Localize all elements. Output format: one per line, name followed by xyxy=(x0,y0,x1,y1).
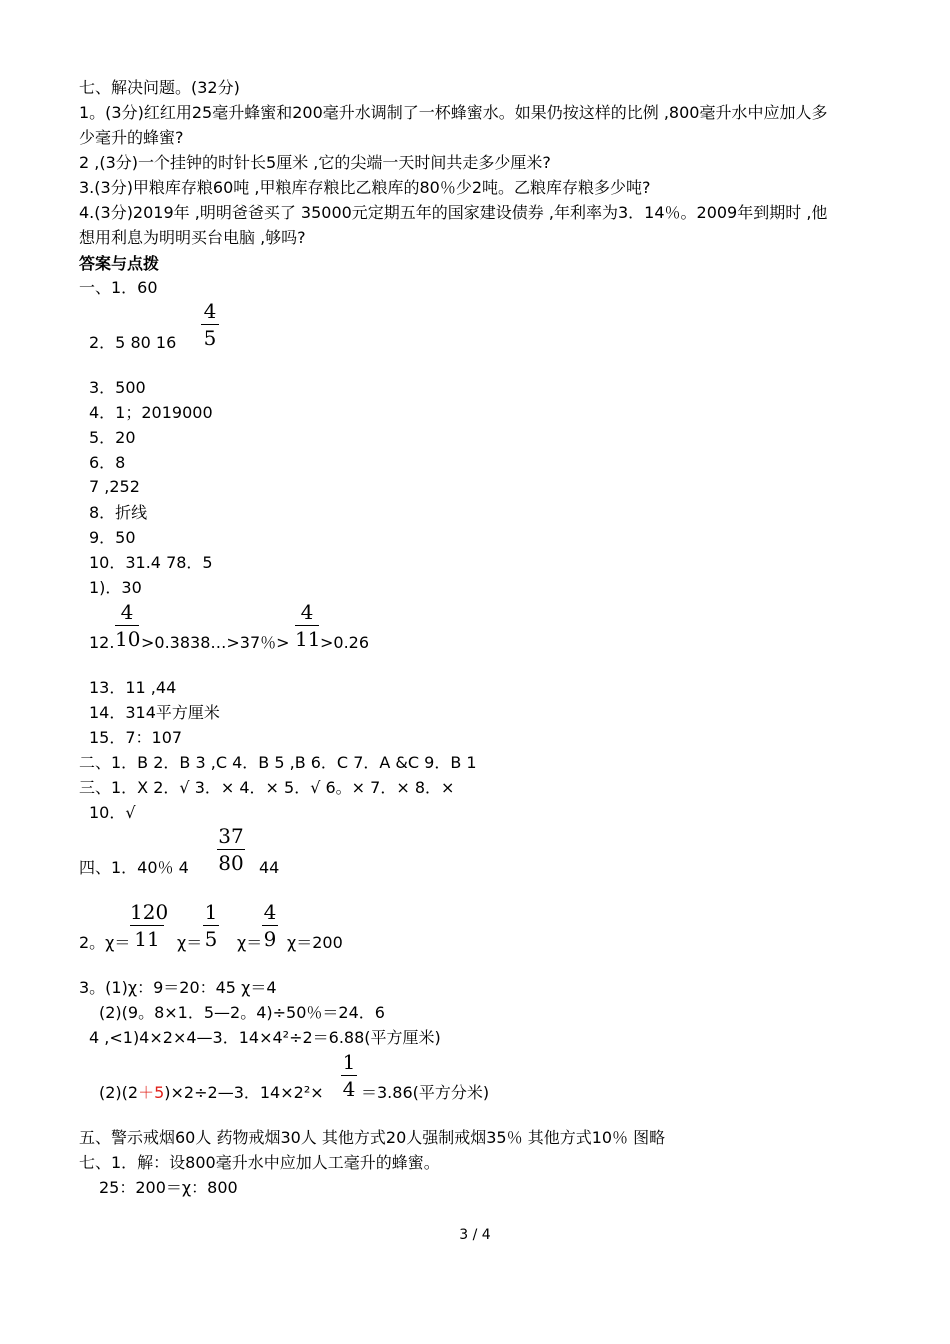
fraction xyxy=(295,600,319,651)
answer-3-line2: 10．√ xyxy=(89,803,136,822)
answer-1-14: 14．314平方厘米 xyxy=(89,703,220,722)
denominator: 4 xyxy=(342,1077,356,1101)
denominator: 11 xyxy=(295,627,321,651)
answer-1-11: 1)．30 xyxy=(89,578,142,597)
highlighted-correction: ＋5 xyxy=(138,1083,165,1102)
question-1-line1: 1。(3分)红红用25毫升蜂蜜和200毫升水调制了一杯蜂蜜水。如果仍按这样的比例 ,800毫升水中应加人多 xyxy=(79,103,828,122)
answer-1-9: 9．50 xyxy=(89,528,136,547)
answers-title: 答案与点拨 xyxy=(79,254,160,273)
section7-title: 七、解决问题。(32分) xyxy=(79,78,240,97)
answer-4-4-mid: )×2÷2—3．14×2²× xyxy=(164,1083,324,1102)
numerator: 4 xyxy=(263,900,277,924)
answer-4-4-line1: 4 ,<1)4×2×4—3．14×4²÷2＝6.88(平方厘米) xyxy=(89,1028,441,1047)
answer-5: 五、警示戒烟60人 药物戒烟30人 其他方式20人强制戒烟35％ 其他方式10％ 图略 xyxy=(79,1128,666,1147)
numerator: 37 xyxy=(218,824,244,848)
denominator: 9 xyxy=(263,927,277,951)
question-1-line2: 少毫升的蜂蜜? xyxy=(79,128,184,147)
answer-4-2-prefix: 2。χ＝ xyxy=(79,933,131,952)
numerator: 1 xyxy=(342,1050,356,1074)
denominator: 11 xyxy=(134,927,160,951)
answer-1-10: 10．31.4 78．5 xyxy=(89,553,213,572)
answer-4-1-text: 四、1．40％ 4 xyxy=(79,858,189,877)
denominator: 5 xyxy=(203,326,217,350)
numerator: 120 xyxy=(130,900,169,924)
numerator: 4 xyxy=(203,299,217,323)
denominator: 80 xyxy=(218,851,244,875)
fraction xyxy=(262,900,278,951)
fraction xyxy=(201,299,219,350)
answer-1-8: 8．折线 xyxy=(89,503,148,522)
numerator: 1 xyxy=(204,900,218,924)
answer-1-12-prefix: 12. xyxy=(89,633,115,652)
answer-1-7: 7 ,252 xyxy=(89,477,140,496)
answer-4-1-suffix: 44 xyxy=(259,858,280,877)
answer-1-3: 3．500 xyxy=(89,378,146,397)
answer-1-4: 4．1；2019000 xyxy=(89,403,213,422)
answer-4-2-x2: χ＝ xyxy=(177,933,203,952)
answer-4-4-line2-text xyxy=(99,1083,324,1103)
answer-1-13: 13．11 ,44 xyxy=(89,678,177,697)
answer-1-15: 15．7：107 xyxy=(89,728,183,747)
answer-4-3-line2: (2)(9。8×1．5—2。4)÷50％＝24．6 xyxy=(99,1003,385,1022)
fraction xyxy=(115,600,139,651)
question-4-line1: 4.(3分)2019年 ,明明爸爸买了 35000元定期五年的国家建设债券 ,年利率为3．14％。2009年到期时 ,他 xyxy=(79,203,828,222)
answer-3-line1: 三、1．X 2．√ 3．× 4．× 5．√ 6。× 7．× 8．× xyxy=(79,778,455,797)
answer-4-2-x3: χ＝ xyxy=(237,933,263,952)
answer-7-2: 25：200＝χ：800 xyxy=(99,1178,238,1197)
numerator: 4 xyxy=(120,600,134,624)
answer-1-12-suffix: >0.26 xyxy=(320,633,370,652)
fraction xyxy=(130,900,169,951)
answer-4-3-line1: 3。(1)χ：9＝20：45 χ＝4 xyxy=(79,978,277,997)
answer-1-5: 5．20 xyxy=(89,428,136,447)
answer-1-1: 一、1．60 xyxy=(79,278,158,297)
numerator: 4 xyxy=(300,600,314,624)
denominator: 10 xyxy=(115,627,141,651)
denominator: 5 xyxy=(204,927,218,951)
question-4-line2: 想用利息为明明买台电脑 ,够吗? xyxy=(79,228,306,247)
question-2: 2 ,(3分)一个挂钟的时针长5厘米 ,它的尖端一天时间共走多少厘米? xyxy=(79,153,551,172)
answer-1-12-mid: >0.3838…>37％> xyxy=(141,633,290,652)
question-3: 3.(3分)甲粮库存粮60吨 ,甲粮库存粮比乙粮库的80％少2吨。乙粮库存粮多少吨? xyxy=(79,178,651,197)
answer-4-4-prefix: (2)(2 xyxy=(99,1083,139,1102)
answer-2: 二、1．B 2．B 3 ,C 4．B 5 ,B 6．C 7．A &C 9．B 1 xyxy=(79,753,477,772)
page-number: 3 / 4 xyxy=(459,1227,491,1243)
answer-4-2-x4: χ＝200 xyxy=(287,933,343,952)
fraction xyxy=(341,1050,357,1101)
fraction xyxy=(203,900,219,951)
answer-1-2: 2．5 80 16 xyxy=(89,333,177,352)
fraction xyxy=(217,824,245,875)
answer-1-6: 6．8 xyxy=(89,453,126,472)
answer-4-4-suffix: ＝3.86(平方分米) xyxy=(361,1083,490,1102)
answer-7-1: 七、1．解：设800毫升水中应加人工毫升的蜂蜜。 xyxy=(79,1153,440,1172)
